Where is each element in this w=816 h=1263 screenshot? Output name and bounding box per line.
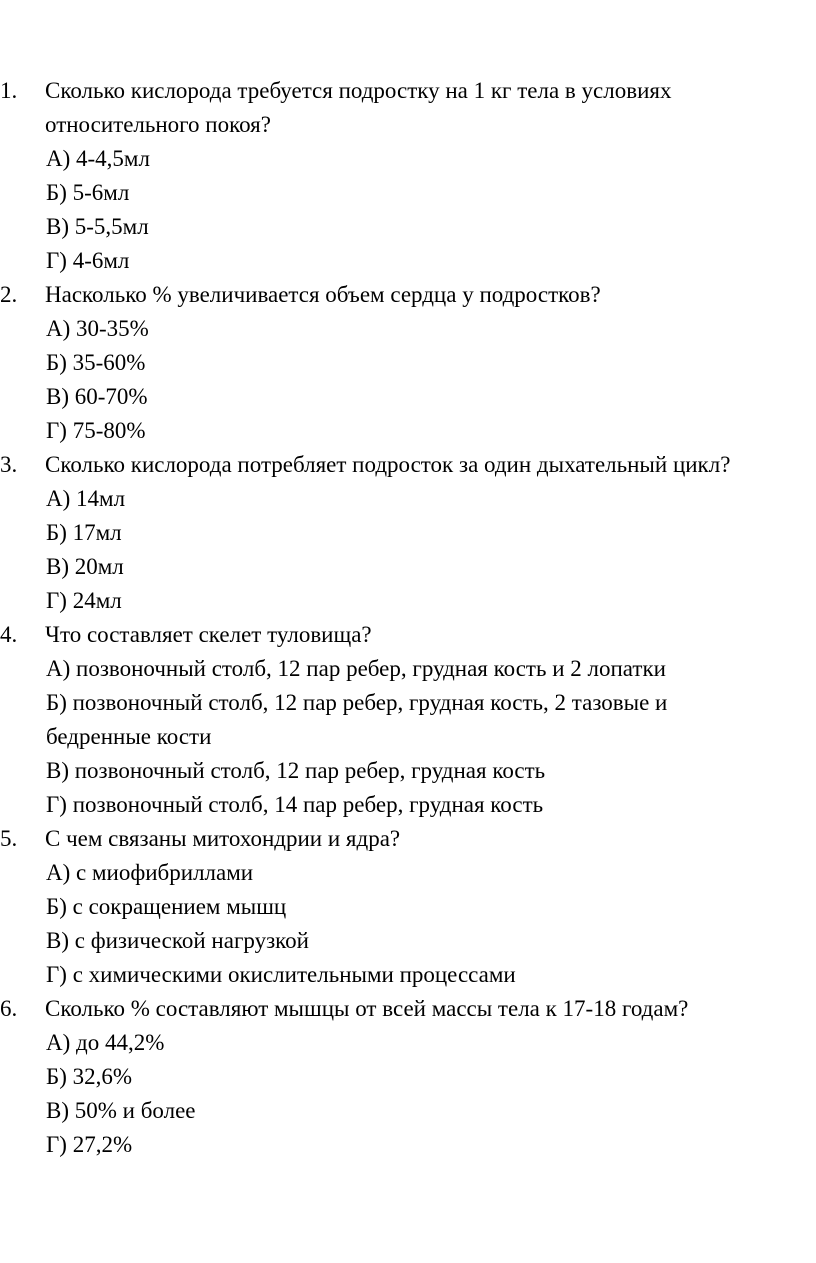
answer-option xyxy=(0,924,816,958)
answer-option xyxy=(0,1026,816,1060)
answer-option xyxy=(0,788,816,822)
question-number: 5. xyxy=(0,826,18,851)
answer-option-text: В) 50% и более xyxy=(46,1098,196,1123)
answer-option-text: В) с физической нагрузкой xyxy=(46,928,309,953)
answer-option-text: Б) 35-60% xyxy=(46,350,146,375)
answer-option xyxy=(0,312,816,346)
answer-option-text: А) 14мл xyxy=(46,486,126,511)
question-text: Сколько кислорода требуется подростку на 1 кг тела в условиях xyxy=(45,78,672,103)
question-number: 6. xyxy=(0,996,18,1021)
question-line xyxy=(0,448,816,482)
question-number: 1. xyxy=(0,78,18,103)
answer-option-text: Г) 24мл xyxy=(46,588,122,613)
answer-option xyxy=(0,142,816,176)
answer-option-text: В) 5-5,5мл xyxy=(46,214,149,239)
answer-option xyxy=(0,856,816,890)
question-text: Сколько кислорода потребляет подросток за один дыхательный цикл? xyxy=(45,452,731,477)
quiz-page xyxy=(0,74,816,1162)
question-line xyxy=(0,74,816,108)
answer-option-text: В) позвоночный столб, 12 пар ребер, грудная кость xyxy=(46,758,546,783)
question-number: 2. xyxy=(0,282,18,307)
answer-option xyxy=(0,210,816,244)
answer-option xyxy=(0,720,816,754)
answer-option-text: В) 20мл xyxy=(46,554,124,579)
question-text: относительного покоя? xyxy=(45,112,271,137)
answer-option xyxy=(0,346,816,380)
question-block xyxy=(0,278,816,448)
question-text: Что составляет скелет туловища? xyxy=(45,622,372,647)
answer-option xyxy=(0,482,816,516)
question-block xyxy=(0,74,816,278)
answer-option xyxy=(0,1060,816,1094)
answer-option-text: В) 60-70% xyxy=(46,384,148,409)
answer-option xyxy=(0,890,816,924)
question-block xyxy=(0,448,816,618)
question-number: 4. xyxy=(0,622,18,647)
question-number: 3. xyxy=(0,452,18,477)
answer-option xyxy=(0,686,816,720)
answer-option-text: бедренные кости xyxy=(46,724,212,749)
answer-option-text: Б) с сокращением мышц xyxy=(46,894,287,919)
answer-option-text: Б) 32,6% xyxy=(46,1064,133,1089)
question-line xyxy=(0,108,816,142)
answer-option xyxy=(0,1128,816,1162)
answer-option xyxy=(0,414,816,448)
answer-option-text: Г) 4-6мл xyxy=(46,248,130,273)
answer-option xyxy=(0,958,816,992)
answer-option-text: Г) 75-80% xyxy=(46,418,146,443)
question-line xyxy=(0,992,816,1026)
answer-option-text: А) 4-4,5мл xyxy=(46,146,150,171)
answer-option xyxy=(0,244,816,278)
answer-option xyxy=(0,1094,816,1128)
answer-option-text: А) с миофибриллами xyxy=(46,860,254,885)
answer-option xyxy=(0,516,816,550)
answer-option xyxy=(0,652,816,686)
question-text: С чем связаны митохондрии и ядра? xyxy=(45,826,401,851)
question-line xyxy=(0,618,816,652)
answer-option-text: А) до 44,2% xyxy=(46,1030,165,1055)
answer-option-text: А) 30-35% xyxy=(46,316,149,341)
answer-option-text: Г) позвоночный столб, 14 пар ребер, грудная кость xyxy=(46,792,544,817)
question-text: Сколько % составляют мышцы от всей массы тела к 17-18 годам? xyxy=(45,996,689,1021)
question-text: Насколько % увеличивается объем сердца у подростков? xyxy=(45,282,601,307)
question-line xyxy=(0,822,816,856)
answer-option xyxy=(0,584,816,618)
answer-option-text: Б) позвоночный столб, 12 пар ребер, грудная кость, 2 тазовые и xyxy=(46,690,668,715)
question-line xyxy=(0,278,816,312)
question-block xyxy=(0,618,816,822)
answer-option xyxy=(0,380,816,414)
answer-option-text: А) позвоночный столб, 12 пар ребер, грудная кость и 2 лопатки xyxy=(46,656,666,681)
question-block xyxy=(0,992,816,1162)
answer-option xyxy=(0,754,816,788)
answer-option xyxy=(0,176,816,210)
answer-option-text: Б) 5-6мл xyxy=(46,180,130,205)
answer-option xyxy=(0,550,816,584)
answer-option-text: Б) 17мл xyxy=(46,520,122,545)
question-block xyxy=(0,822,816,992)
answer-option-text: Г) с химическими окислительными процессами xyxy=(46,962,516,987)
answer-option-text: Г) 27,2% xyxy=(46,1132,133,1157)
